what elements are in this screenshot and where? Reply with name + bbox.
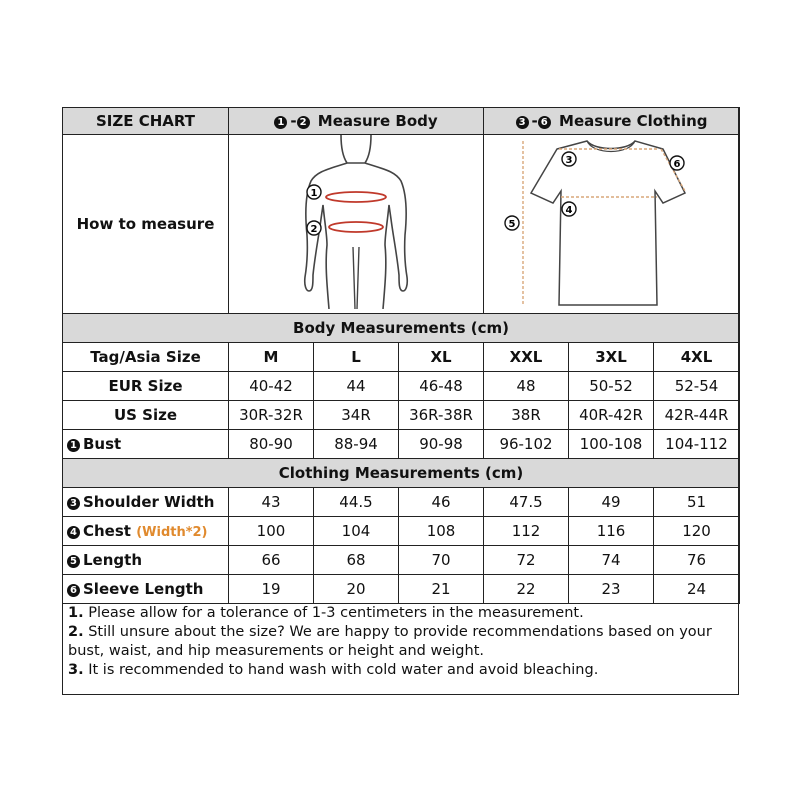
shoulder-cell: 43 <box>229 488 314 517</box>
sleeve-label: Sleeve Length <box>83 580 204 598</box>
length-label: Length <box>83 551 142 569</box>
us-cell: 34R <box>314 401 399 430</box>
chest-cell: 108 <box>399 517 484 546</box>
size-cell: XL <box>399 343 484 372</box>
bust-cell: 100-108 <box>569 430 654 459</box>
bust-number-icon: 1 <box>67 439 80 452</box>
shoulder-cell: 47.5 <box>484 488 569 517</box>
chest-cell: 100 <box>229 517 314 546</box>
body-marker-1: 1 <box>310 188 318 199</box>
measure-body-header: 1 - 2 Measure Body <box>229 108 484 135</box>
how-to-measure-label: How to measure <box>63 135 229 314</box>
outer-border <box>62 107 739 695</box>
sleeve-cell: 22 <box>484 575 569 604</box>
length-cell: 70 <box>399 546 484 575</box>
size-cell: L <box>314 343 399 372</box>
body-marker-2: 2 <box>310 224 318 235</box>
measure-clothing-label: Measure Clothing <box>559 112 708 130</box>
tag-size-label: Tag/Asia Size <box>63 343 229 372</box>
bust-cell: 80-90 <box>229 430 314 459</box>
us-cell: 40R-42R <box>569 401 654 430</box>
us-cell: 30R-32R <box>229 401 314 430</box>
length-cell: 72 <box>484 546 569 575</box>
shoulder-cell: 51 <box>654 488 740 517</box>
sleeve-number-icon: 6 <box>67 584 80 597</box>
eur-label: EUR Size <box>63 372 229 401</box>
shoulder-number-icon: 3 <box>67 497 80 510</box>
sleeve-cell: 24 <box>654 575 740 604</box>
marker-1-icon: 1 <box>274 116 287 129</box>
us-cell: 42R-44R <box>654 401 740 430</box>
size-cell: 4XL <box>654 343 740 372</box>
us-cell: 36R-38R <box>399 401 484 430</box>
us-cell: 38R <box>484 401 569 430</box>
shoulder-cell: 44.5 <box>314 488 399 517</box>
eur-cell: 50-52 <box>569 372 654 401</box>
clothing-marker-3: 3 <box>565 155 572 166</box>
note-item: 1. Please allow for a tolerance of 1-3 centimeters in the measurement. <box>68 605 584 621</box>
measure-clothing-header: 3 - 6 Measure Clothing <box>484 108 740 135</box>
eur-cell: 44 <box>314 372 399 401</box>
clothing-section-title: Clothing Measurements (cm) <box>63 459 740 488</box>
bust-cell: 90-98 <box>399 430 484 459</box>
size-cell: M <box>229 343 314 372</box>
marker-6-icon: 6 <box>538 116 551 129</box>
clothing-marker-6: 6 <box>673 159 680 170</box>
note-item: 3. It is recommended to hand wash with cold water and avoid bleaching. <box>68 662 599 678</box>
length-number-icon: 5 <box>67 555 80 568</box>
size-cell: XXL <box>484 343 569 372</box>
eur-cell: 40-42 <box>229 372 314 401</box>
chest-cell: 104 <box>314 517 399 546</box>
bust-cell: 104-112 <box>654 430 740 459</box>
length-cell: 76 <box>654 546 740 575</box>
eur-cell: 52-54 <box>654 372 740 401</box>
chest-label: Chest <box>83 522 131 540</box>
us-label: US Size <box>63 401 229 430</box>
note-item: 2. Still unsure about the size? We are happy to provide recommendations based on your bust, waist, and hip measurements or height and weight. <box>68 624 712 659</box>
length-cell: 74 <box>569 546 654 575</box>
shoulder-cell: 46 <box>399 488 484 517</box>
bust-cell: 88-94 <box>314 430 399 459</box>
chest-cell: 120 <box>654 517 740 546</box>
chest-cell: 116 <box>569 517 654 546</box>
size-chart <box>62 107 739 695</box>
body-section-title: Body Measurements (cm) <box>63 314 740 343</box>
sleeve-cell: 20 <box>314 575 399 604</box>
eur-cell: 48 <box>484 372 569 401</box>
clothing-marker-5: 5 <box>508 219 515 230</box>
clothing-marker-4: 4 <box>565 205 572 216</box>
measure-body-label: Measure Body <box>317 112 438 130</box>
sleeve-cell: 21 <box>399 575 484 604</box>
sleeve-cell: 19 <box>229 575 314 604</box>
size-cell: 3XL <box>569 343 654 372</box>
eur-cell: 46-48 <box>399 372 484 401</box>
marker-2-icon: 2 <box>297 116 310 129</box>
length-cell: 66 <box>229 546 314 575</box>
chest-number-icon: 4 <box>67 526 80 539</box>
chest-cell: 112 <box>484 517 569 546</box>
shoulder-cell: 49 <box>569 488 654 517</box>
shoulder-label: Shoulder Width <box>83 493 215 511</box>
sleeve-cell: 23 <box>569 575 654 604</box>
marker-3-icon: 3 <box>516 116 529 129</box>
length-cell: 68 <box>314 546 399 575</box>
size-chart-title: SIZE CHART <box>63 108 229 135</box>
chest-width-note: (Width*2) <box>136 525 208 540</box>
bust-label: Bust <box>83 435 122 453</box>
bust-cell: 96-102 <box>484 430 569 459</box>
